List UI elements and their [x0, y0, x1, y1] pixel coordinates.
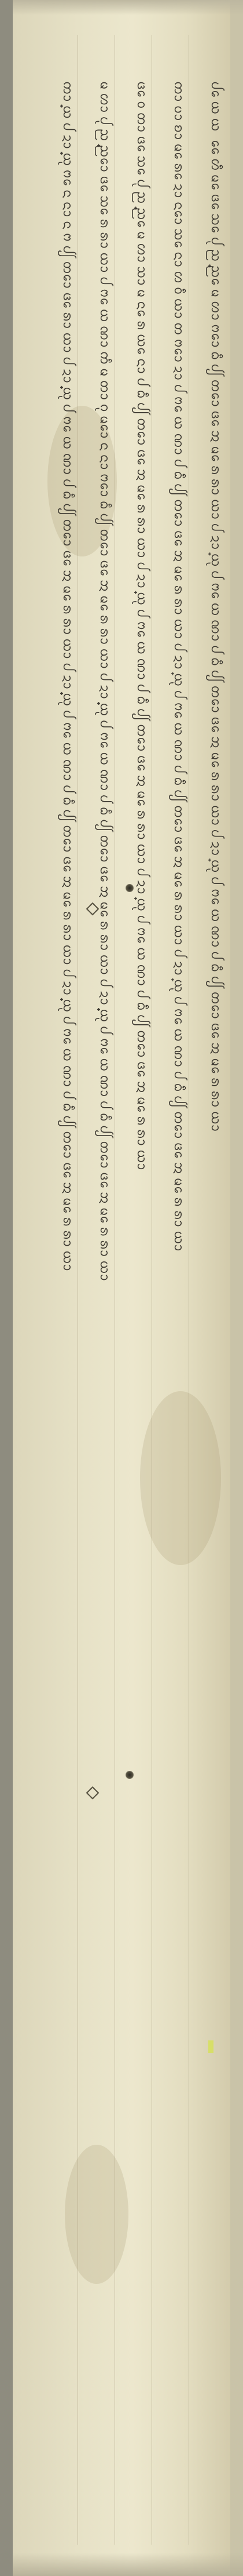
leaf-bottom-edge [13, 2553, 243, 2576]
highlight-mark [208, 2040, 213, 2053]
manuscript-line-3: ᨴᩮᩅᨲᩣᨴᩮᩈᩮᨸᩩᨬ᩠ᨬᩮᨾᩉᩣᩈᩣᨾᨶᩮᩁᨿᩮᨶᩣᨸᨵᩥᨸᩭᨲᩮᩣᨴᩮᩋᨾᩮᩁᩁᩣᨿᩣᨸᨯᩣ᩠ᨿᩩᨸᨻᩮᨿᨱᩣᨸᨵᩥᨸᩭᨲᩮᩣᨴᩮᩋᨾᩮᩁᩁᩣᨿᩣᨸᨯᩣ᩠ᨿᩩᨸᨻᩮᨿᨱᩣᨸᨵᩥᨸᩭᨲᩮᩣᨴᩮᩋᨾᩮᩁᩁᩣᨿᩣ [134, 81, 149, 1174]
binding-hole [126, 1771, 134, 1779]
leaf-top-edge [13, 0, 243, 15]
manuscript-line-4: ᨠᩣᨷᩣᨧᩣᨾᩮᩁᩮᨯᩣᨶᩮᩣᩈᩮᨶᩣᩉᩅᩥᨿᩣᨲᨻᩮᩣᨯᩣᨸᨻᩮᨿᨱᩣᨸᨵᩥᨸᩭᨲᩮᩣᨴᩮᩋᨾᩮᩁᩁᩣᨿᩣᨸᨯᩣ᩠ᨿᩩᨸᨻᩮᨿᨱᩣᨸᨵᩥᨸᩭᨲᩮᩣᨴᩮᩋᨾᩮᩁᩁᩣᨿᩣᨸᨯᩣ᩠ᨿᩩᨸᨻᩮᨿᨱᩣᨸᨵᩥᨸᩭᨲᩮᩣᨴᩮᩋᨾᩮᩁᩁᩣᨿᩣ [171, 81, 186, 1255]
manuscript-line-5: ᨸᩮᨿᨿ ᩯᩉᩥᨾᩮᨴᩮᩈᩮᨸᩩᨬ᩠ᨬᩮᨾᩉᩣᨻᩮᩣᨵᩥᨸᩭᨲᩮᩣᨴᩮᩋᨾᩮᩁᩁᩣᨿᩣᨸᨯᩣ᩠ᨿᩩᨸᨻᩮᨿᨱᩣᨸᨵᩥᨸᩭᨲᩮᩣᨴᩮᩋᨾᩮᩁᩁᩣᨿᩣᨸᨯᩣ᩠ᨿᩩᨸᨻᩮᨿᨱᩣᨸᨵᩥᨸᩭᨲᩮᩣᨴᩮᩋᨾᩮᩁᩁᩣᨿᩣ [208, 81, 223, 1136]
manuscript-line-2: ᨾᩉᩣᨸᩩᨬ᩠ᨬᩮᩣᨴᩮᩈᩮᩁᩁᩣᨿᩣᨸᨻᩮᨿᨱᩣᨠᩥᨾᨲᩣᨣᩩᨾᩮᩣᨶᨶᩣᨻᩮᩣᨵᩥᨸᩭᨲᩮᩣᨴᩮᩋᨾᩮᩁᩁᩣᨿᩣᨸᨯᩣ᩠ᨿᩩᨸᨻᩮᨿᨱᩣᨸᨵᩥᨸᩭᨲᩮᩣᨴᩮᩋᨾᩮᩁᩁᩣᨿᩣᨸᨯᩣ᩠ᨿᩩᨸᨻᩮᨿᨱᩣᨸᨵᩥᨸᩭᨲᩮᩣᨴᩮᩋᨾᩮᩁᩁᩣᨿᩣ [97, 81, 112, 1285]
binding-hole [126, 884, 134, 892]
manuscript-line-1: ᨠᩣ᩠ᨿᨸᨯᩣ᩠ᨿᩩᨻᩮᨶᨶᩣᨶᨻᨸᩭᨲᩮᩣᨴᩮᩁᩣᨿᩣᨸᨯᩣ᩠ᨿᩩᨸᨻᩮᨿᨱᩣᨸᨵᩥᨸᩭᨲᩮᩣᨴᩮᩋᨾᩮᩁᩁᩣᨿᩣᨸᨯᩣ᩠ᨿᩩᨸᨻᩮᨿᨱᩣᨸᨵᩥᨸᩭᨲᩮᩣᨴᩮᩋᨾᩮᩁᩁᩣᨿᩣᨸᨯᩣ᩠ᨿᩩᨸᨻᩮᨿᨱᩣᨸᨵᩥᨸᩭᨲᩮᩣᨴᩮᩋᨾᩮᩁᩁᩣᨿᩣ [60, 81, 75, 1275]
